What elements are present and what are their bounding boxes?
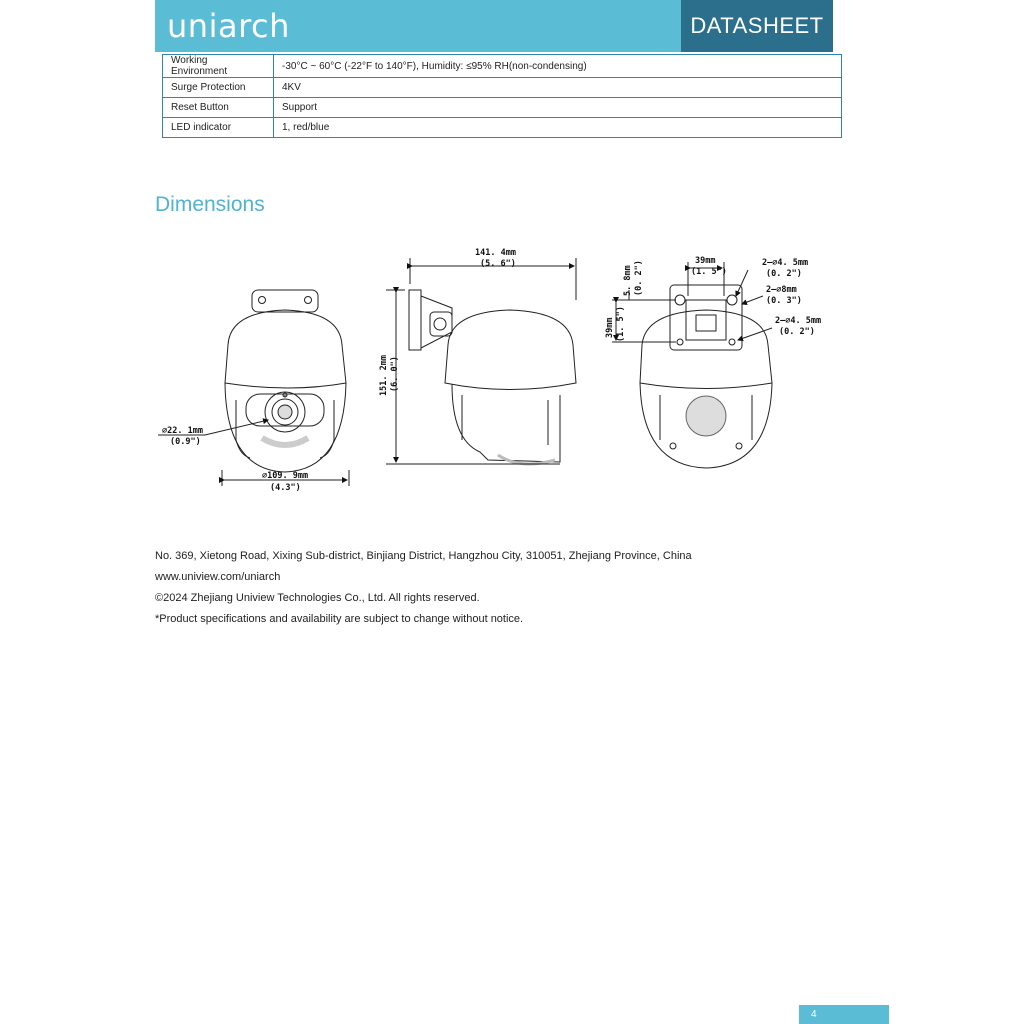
section-title: Dimensions — [155, 193, 265, 216]
back-width-inch-label: (1. 5") — [691, 267, 727, 277]
back-height-inch-label: (1. 5") — [616, 306, 626, 342]
company-website: www.uniview.com/uniarch — [155, 571, 281, 583]
offset-inch-label: (0. 2") — [634, 260, 644, 296]
height-inch-label: (6. 0") — [390, 356, 400, 392]
copyright: ©2024 Zhejiang Uniview Technologies Co., Ltd. All rights reserved. — [155, 592, 480, 604]
back-height-label: 39mm — [605, 317, 615, 338]
spec-value: 1, red/blue — [274, 118, 842, 138]
width-inch-label: (4.3") — [270, 483, 301, 493]
doc-type-label: DATASHEET — [681, 0, 833, 52]
spec-key: Working Environment — [163, 55, 274, 78]
lens-diameter-label: ∅22. 1mm — [162, 426, 203, 436]
disclaimer: *Product specifications and availability are subject to change without notice. — [155, 613, 524, 625]
offset-label: 5. 8mm — [623, 265, 633, 296]
depth-inch-label: (5. 6") — [480, 259, 516, 269]
spec-key: Surge Protection — [163, 78, 274, 98]
side-view — [386, 258, 576, 464]
uniarch-logo: uniarch — [167, 7, 290, 45]
spec-value: 4KV — [274, 78, 842, 98]
spec-value: -30°C ~ 60°C (-22°F to 140°F), Humidity: ≤95% RH(non-condensing) — [274, 55, 842, 78]
height-label: 151. 2mm — [379, 355, 389, 396]
mount-bracket — [252, 290, 318, 312]
hole3-label: 2–∅4. 5mm — [775, 316, 822, 326]
back-width-label: 39mm — [695, 256, 716, 266]
spec-key: Reset Button — [163, 98, 274, 118]
hole1-inch-label: (0. 2") — [766, 269, 802, 279]
spec-value: Support — [274, 98, 842, 118]
speaker-grille — [686, 396, 726, 436]
lens-diameter-inch-label: (0.9") — [170, 437, 201, 447]
front-view — [158, 290, 349, 486]
spec-key: LED indicator — [163, 118, 274, 138]
wall-plate — [409, 290, 421, 350]
side-top-housing — [445, 310, 576, 390]
footer — [155, 548, 692, 632]
camera-top-housing — [225, 310, 346, 388]
company-address: No. 369, Xietong Road, Xixing Sub-district, Binjiang District, Hangzhou City, 310051, Zhejiang Province, China — [155, 550, 692, 562]
hole2-inch-label: (0. 3") — [766, 296, 802, 306]
hole2-label: 2–∅8mm — [766, 285, 797, 295]
width-label: ∅109. 9mm — [262, 471, 309, 481]
hole3-inch-label: (0. 2") — [779, 327, 815, 337]
page-number: 4 — [799, 1005, 889, 1024]
depth-label: 141. 4mm — [475, 248, 516, 258]
hole1-label: 2–∅4. 5mm — [762, 258, 809, 268]
